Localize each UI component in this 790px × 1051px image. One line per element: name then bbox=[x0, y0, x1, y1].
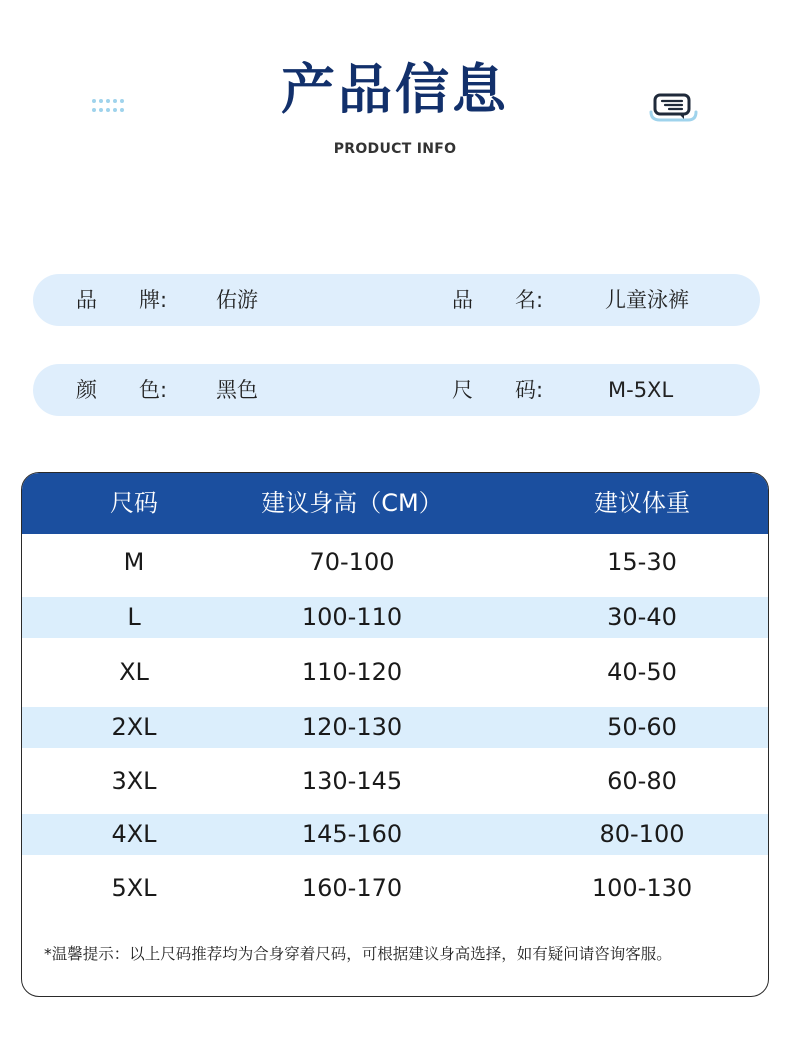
tip-note: *温馨提示：以上尺码推荐均为合身穿着尺码，可根据建议身高选择，如有疑问请咨询客服。 bbox=[44, 945, 672, 963]
info-row-color-size bbox=[33, 364, 760, 416]
chat-bubble-icon bbox=[648, 90, 700, 126]
table-row bbox=[22, 707, 768, 748]
header-height: 建议身高（CM） bbox=[261, 489, 443, 517]
cell-height: 110-120 bbox=[301, 658, 403, 686]
cell-size: 2XL bbox=[111, 713, 157, 741]
product-name-label: 品 名: bbox=[452, 288, 544, 312]
header-weight: 建议体重 bbox=[594, 489, 690, 517]
table-row bbox=[22, 814, 768, 855]
cell-weight: 40-50 bbox=[607, 658, 677, 686]
table-header bbox=[22, 473, 768, 534]
table-row bbox=[22, 534, 768, 596]
table-row bbox=[22, 855, 768, 921]
size-chart-table bbox=[21, 472, 769, 997]
brand-label: 品 牌: bbox=[76, 288, 168, 312]
cell-size: XL bbox=[119, 658, 149, 686]
header-size: 尺码 bbox=[110, 489, 158, 517]
cell-height: 120-130 bbox=[301, 713, 403, 741]
color-label: 颜 色: bbox=[76, 378, 168, 402]
cell-height: 100-110 bbox=[301, 603, 403, 631]
product-name-value: 儿童泳裤 bbox=[605, 288, 689, 312]
cell-weight: 60-80 bbox=[607, 767, 677, 795]
table-row bbox=[22, 748, 768, 814]
cell-weight: 50-60 bbox=[607, 713, 677, 741]
brand-value: 佑游 bbox=[216, 288, 258, 312]
page-title: 产品信息 bbox=[281, 58, 509, 121]
cell-weight: 15-30 bbox=[607, 548, 677, 576]
cell-size: M bbox=[123, 548, 145, 576]
size-label: 尺 码: bbox=[452, 378, 544, 402]
cell-weight: 80-100 bbox=[599, 820, 685, 848]
cell-size: 4XL bbox=[111, 820, 157, 848]
table-row bbox=[22, 597, 768, 638]
cell-size: 5XL bbox=[111, 874, 157, 902]
cell-size: 3XL bbox=[111, 767, 157, 795]
info-row-brand-name bbox=[33, 274, 760, 326]
size-value: M-5XL bbox=[608, 378, 674, 402]
color-value: 黑色 bbox=[216, 378, 258, 402]
cell-height: 130-145 bbox=[301, 767, 403, 795]
cell-height: 70-100 bbox=[309, 548, 395, 576]
cell-height: 160-170 bbox=[301, 874, 403, 902]
cell-weight: 100-130 bbox=[591, 874, 693, 902]
table-row bbox=[22, 638, 768, 707]
cell-height: 145-160 bbox=[301, 820, 403, 848]
cell-size: L bbox=[127, 603, 141, 631]
cell-weight: 30-40 bbox=[607, 603, 677, 631]
page-subtitle: PRODUCT INFO bbox=[333, 141, 457, 157]
